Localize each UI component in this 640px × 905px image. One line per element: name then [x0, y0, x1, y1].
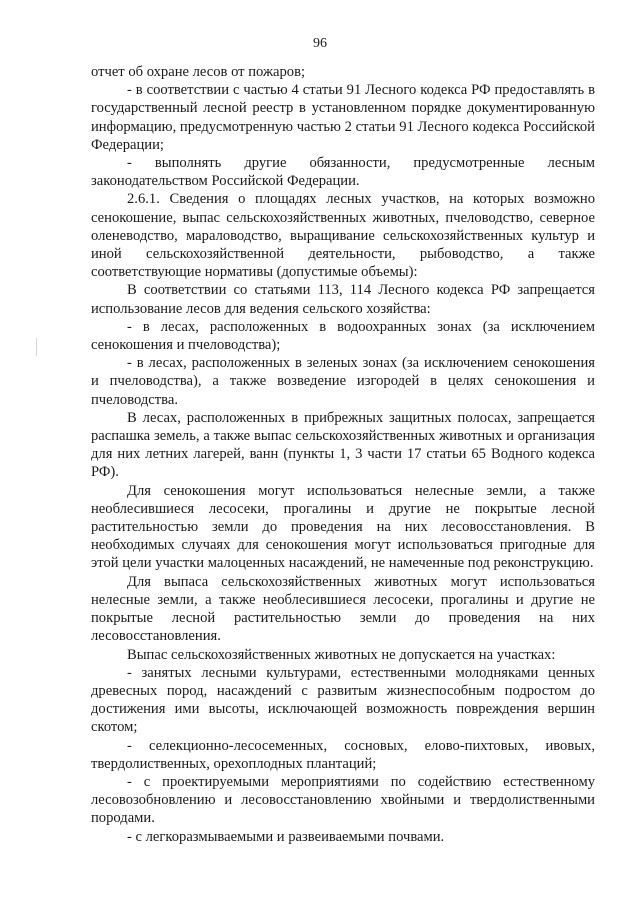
paragraph: Выпас сельскохозяйственных животных не допускается на участках:: [127, 646, 556, 663]
paragraph: В соответствии со статьями 113, 114 Лесного кодекса РФ запрещается использование лесов для ведения сельского хозяйства:: [91, 282, 595, 317]
paragraph: - занятых лесными культурами, естественными молодняками ценных древесных пород, насаждений с развитым жизнеспособным подростом до достижения ими высоты, исключающей возможность повреждения вершин скотом;: [91, 664, 595, 736]
paragraph: 2.6.1. Сведения о площадях лесных участков, на которых возможно сенокошение, выпас сельскохозяйственных животных, пчеловодство, северное оленеводство, мараловодство, выращивание сельскохозяйственных культур и иной сельскохозяйственной деятельности, рыбоводство, а также соответствующие нормативы (допустимые объемы):: [91, 191, 595, 281]
paragraph: Для выпаса сельскохозяйственных животных могут использоваться нелесные земли, а также необлесившиеся лесосеки, прогалины и другие не покрытые лесной растительностью земли до проведения на них лесовосстановления.: [91, 573, 595, 645]
body-text: [91, 63, 595, 846]
paragraph: - в лесах, расположенных в водоохранных зонах (за исключением сенокошения и пчеловодства);: [91, 318, 595, 354]
page-number: 96: [313, 36, 327, 51]
paragraph: - в соответствии с частью 4 статьи 91 Лесного кодекса РФ предоставлять в государственный лесной реестр в установленном порядке документированную информацию, предусмотренную частью 2 статьи 91 Лесного кодекса Российской Федерации;: [91, 82, 595, 153]
paragraph: - в лесах, расположенных в зеленых зонах (за исключением сенокошения и пчеловодства), а также возведение изгородей в целях сенокошения и пчеловодства.: [91, 355, 595, 408]
margin-mark: [36, 338, 37, 356]
paragraph: - с проектируемыми мероприятиями по содействию естественному лесовозобновлению и лесовосстановлению хвойными и твердолиственными породами.: [91, 773, 595, 827]
paragraph: - выполнять другие обязанности, предусмотренные лесным законодательством Российской Федерации.: [91, 155, 595, 190]
paragraph: отчет об охране лесов от пожаров;: [91, 64, 306, 80]
paragraph: В лесах, расположенных в прибрежных защитных полосах, запрещается распашка земель, а также выпас сельскохозяйственных животных и организация для них летних лагерей, ванн (пункты 1, 3 части 17 статьи 65 Водного кодекса РФ).: [91, 409, 595, 481]
paragraph: - с легкоразмываемыми и развеиваемыми почвами.: [127, 828, 445, 845]
paragraph: Для сенокошения могут использоваться нелесные земли, а также необлесившиеся лесосеки, прогалины и другие не покрытые лесной растительностью земли до проведения на них лесовосстановления. В необходимых случаях для сенокошения могут использоваться пригодные для этой цели участки малоценных насаждений, не намеченные под реконструкцию.: [91, 482, 595, 572]
paragraph: - селекционно-лесосеменных, сосновых, елово-пихтовых, ивовых, твердолиственных, орехоплодных плантаций;: [91, 737, 595, 772]
